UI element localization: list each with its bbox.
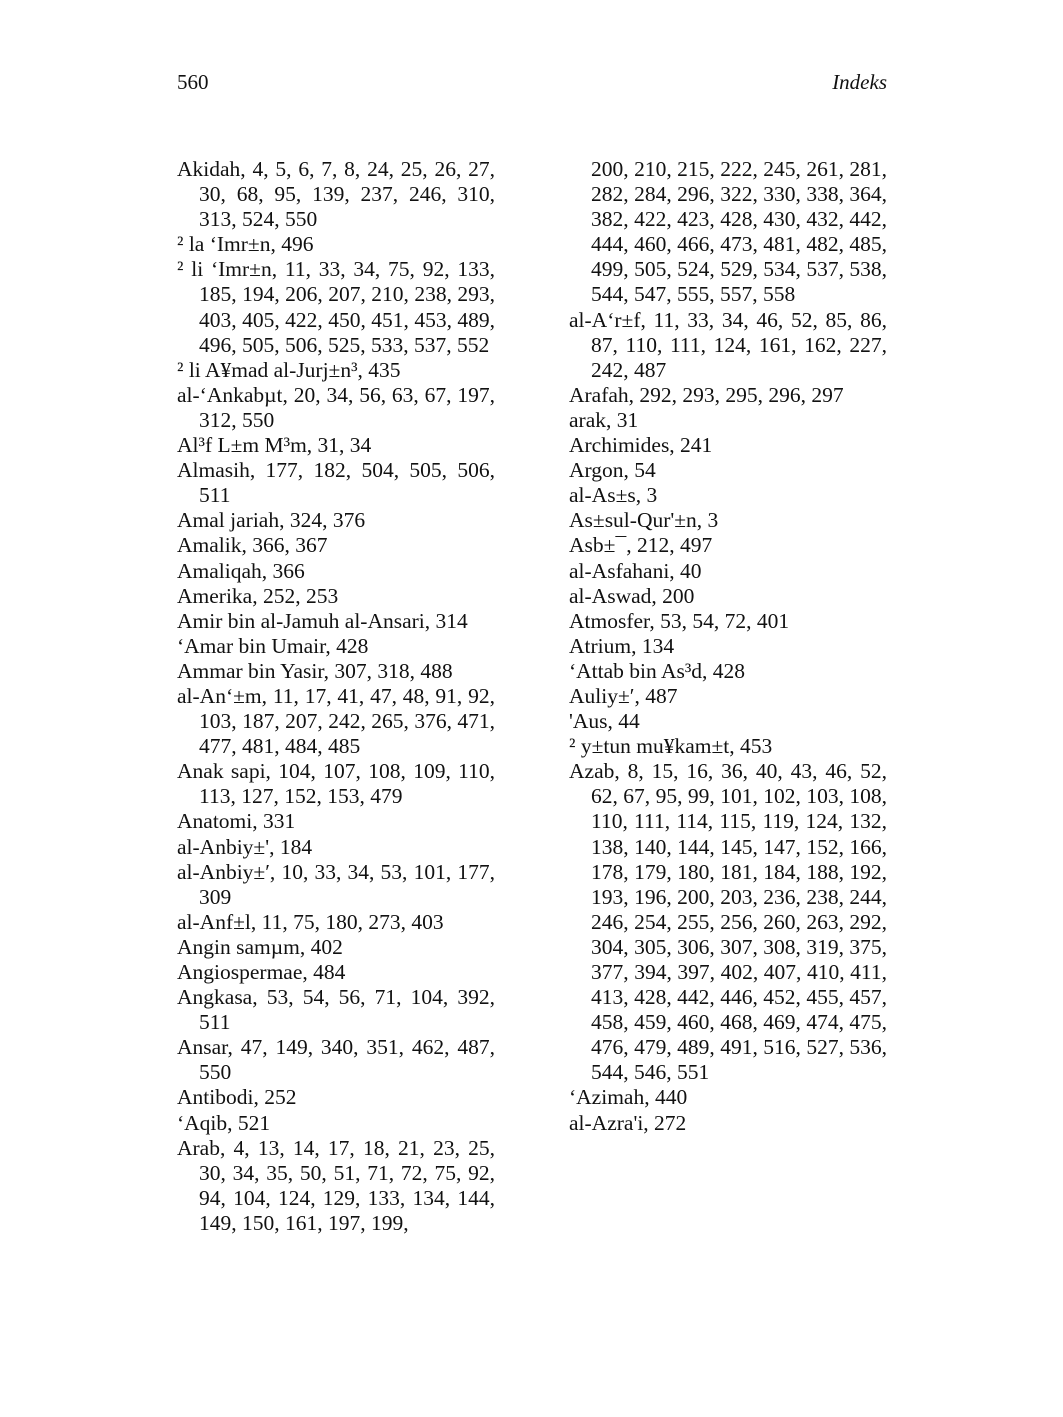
index-entry: ² li A¥mad al-Jurj±n³, 435 — [177, 357, 401, 382]
index-entry: al-Asfahani, 40 — [569, 558, 702, 583]
index-entry: al-Anbiy±', 184 — [177, 834, 313, 859]
index-entry-continued: 200, 210, 215, 222, 245, 261, 281, 282, 284, 296, 322, 330, 338, 364, 382, 422, 423, 428, 430, 432, 442, 444, 460, 466, 473, 481, 482, 485, 499, 505, 524, 529, 534, 537, 538, 544, 547, 555, 557, 558 — [591, 157, 887, 307]
index-entry: arak, 31 — [569, 407, 639, 432]
index-entry: ‘Aqib, 521 — [177, 1110, 271, 1135]
index-entry: Archimides, 241 — [569, 433, 713, 458]
index-entry: Auliy±′, 487 — [569, 683, 678, 708]
running-title: Indeks — [832, 70, 887, 94]
index-entry: Antibodi, 252 — [177, 1085, 297, 1110]
index-entry: al-Azra'i, 272 — [569, 1110, 687, 1135]
index-entry: ² la ‘Imr±n, 496 — [177, 232, 314, 257]
page-header — [177, 70, 887, 100]
index-entry: Azab, 8, 15, 16, 36, 40, 43, 46, 52, 62, 67, 95, 99, 101, 102, 103, 108, 110, 111, 114, 115, 119, 124, 132, 138, 140, 144, 145, 147, 152, 166, 178, 179, 180, 181, 184, 188, 192, 193, 196, 200, 203, 236, 238, 244, 246, 254, 255, 256, 260, 263, 292, 304, 305, 306, 307, 308, 319, 375, 377, 394, 397, 402, 407, 410, 411, 413, 428, 442, 446, 452, 455, 457, 458, 459, 460, 468, 469, 474, 475, 476, 479, 489, 491, 516, 527, 536, 544, 546, 551 — [569, 759, 887, 1085]
index-entry: Angin samµm, 402 — [177, 934, 343, 959]
index-entry: Ammar bin Yasir, 307, 318, 488 — [177, 658, 453, 683]
index-entry: al-Anf±l, 11, 75, 180, 273, 403 — [177, 909, 444, 934]
index-entry: As±sul-Qur'±n, 3 — [569, 508, 719, 533]
index-entry: Akidah, 4, 5, 6, 7, 8, 24, 25, 26, 27, 30, 68, 95, 139, 237, 246, 310, 313, 524, 550 — [177, 157, 495, 232]
index-column-right — [569, 157, 887, 1136]
index-entry: Arafah, 292, 293, 295, 296, 297 — [569, 382, 844, 407]
index-entry: Asb±¯, 212, 497 — [569, 533, 713, 558]
index-entry: ‘Amar bin Umair, 428 — [177, 633, 369, 658]
index-entry: Amaliqah, 366 — [177, 558, 305, 583]
index-entry: Amir bin al-Jamuh al-Ansari, 314 — [177, 608, 468, 633]
index-entry: Atmosfer, 53, 54, 72, 401 — [569, 608, 790, 633]
index-entry: al-Aswad, 200 — [569, 583, 695, 608]
index-entry: 'Aus, 44 — [569, 709, 640, 734]
index-entry: Atrium, 134 — [569, 633, 675, 658]
index-entry: Amerika, 252, 253 — [177, 583, 339, 608]
index-entry: al-Anbiy±′, 10, 33, 34, 53, 101, 177, 309 — [177, 859, 495, 909]
index-entry: ‘Attab bin As³d, 428 — [569, 658, 746, 683]
index-entry: Anak sapi, 104, 107, 108, 109, 110, 113, 127, 152, 153, 479 — [177, 759, 495, 809]
index-entry: Amal jariah, 324, 376 — [177, 508, 366, 533]
index-entry: Argon, 54 — [569, 458, 656, 483]
index-column-left — [177, 157, 495, 1236]
index-entry: ² li ‘Imr±n, 11, 33, 34, 75, 92, 133, 185, 194, 206, 207, 210, 238, 293, 403, 405, 422, 450, 451, 453, 489, 496, 505, 506, 525, 533, 537, 552 — [177, 257, 495, 357]
index-entry: Angkasa, 53, 54, 56, 71, 104, 392, 511 — [177, 985, 495, 1035]
index-entry: al-A‘r±f, 11, 33, 34, 46, 52, 85, 86, 87, 110, 111, 124, 161, 162, 227, 242, 487 — [569, 307, 887, 382]
index-entry: ‘Azimah, 440 — [569, 1085, 688, 1110]
page-number: 560 — [177, 70, 209, 94]
index-entry: Ansar, 47, 149, 340, 351, 462, 487, 550 — [177, 1035, 495, 1085]
index-entry: Angiospermae, 484 — [177, 960, 346, 984]
index-entry: al-An‘±m, 11, 17, 41, 47, 48, 91, 92, 103, 187, 207, 242, 265, 376, 471, 477, 481, 484, 485 — [177, 683, 495, 759]
index-entry: ² y±tun mu¥kam±t, 453 — [569, 734, 773, 759]
index-entry: Al³f L±m M³m, 31, 34 — [177, 433, 372, 458]
index-entry: al-As±s, 3 — [569, 483, 658, 508]
index-entry: Anatomi, 331 — [177, 809, 296, 834]
index-entry: Amalik, 366, 367 — [177, 533, 328, 558]
index-entry: Almasih, 177, 182, 504, 505, 506, 511 — [177, 458, 495, 508]
index-entry: Arab, 4, 13, 14, 17, 18, 21, 23, 25, 30, 34, 35, 50, 51, 71, 72, 75, 92, 94, 104, 124, 129, 133, 134, 144, 149, 150, 161, 197, 199, — [177, 1135, 495, 1235]
index-entry: al-‘Ankabµt, 20, 34, 56, 63, 67, 197, 312, 550 — [177, 382, 495, 432]
